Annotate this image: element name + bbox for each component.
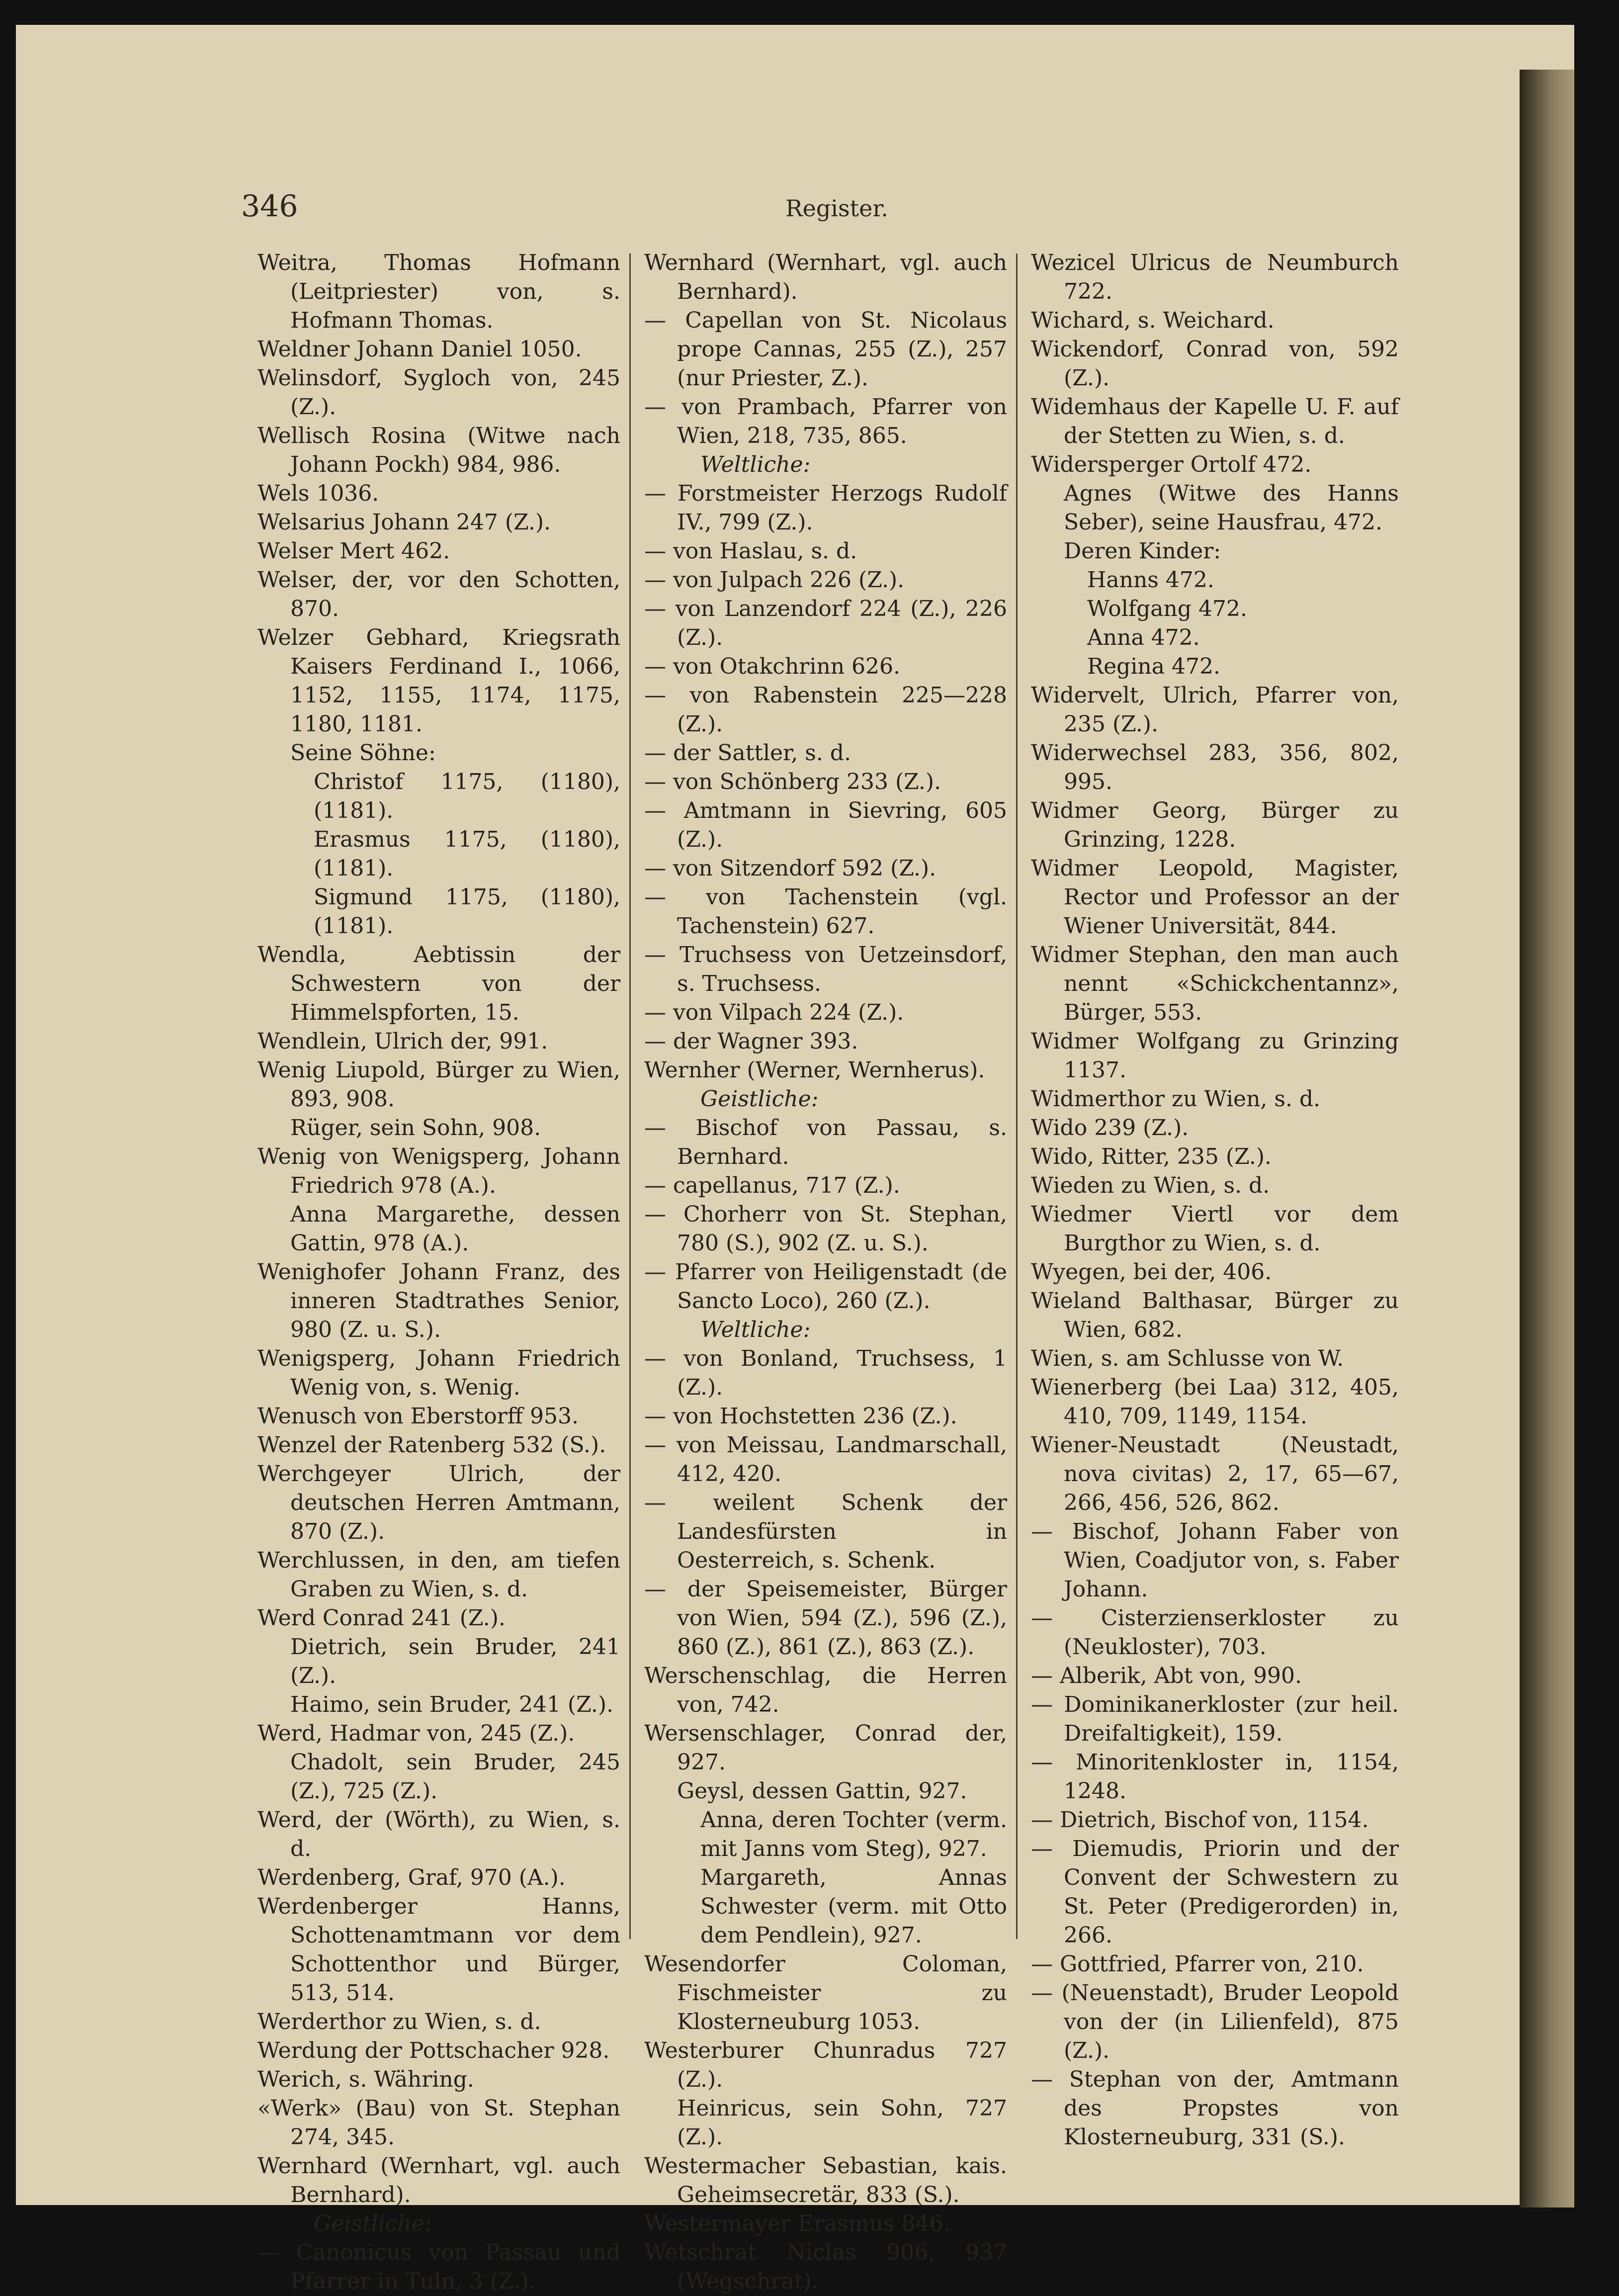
register-entry: Widervelt, Ulrich, Pfarrer von, 235 (Z.). [1031,683,1399,737]
register-entry: Regina 472. [1087,654,1220,679]
register-entry: Wenig von Wenigsperg, Johann Friedrich 978 (A.). [257,1144,620,1198]
register-entry: — Diemudis, Priorin und der Convent der Schwestern zu St. Peter (Predigerorden) in, 266. [1031,1836,1399,1948]
register-entry: Werd, Hadmar von, 245 (Z.). [257,1721,575,1746]
register-entry: Widmer Stephan, den man auch nennt «Schickchentannz», Bürger, 553. [1031,942,1399,1025]
register-entry: — Bischof, Johann Faber von Wien, Coadjutor von, s. Faber Johann. [1031,1519,1399,1602]
page-title: Register. [785,195,888,222]
register-entry: Wenigsperg, Johann Friedrich Wenig von, s. Wenig. [257,1346,620,1400]
register-entry: — von Tachenstein (vgl. Tachenstein) 627. [644,884,1007,939]
register-entry: Wesendorfer Coloman, Fischmeister zu Klosterneuburg 1053. [644,1951,1007,2034]
register-entry: Margareth, Annas Schwester (verm. mit Otto dem Pendlein), 927. [700,1865,1007,1948]
register-entry: Agnes (Witwe des Hanns Seber), seine Hausfrau, 472. [1064,481,1399,535]
register-entry: Dietrich, sein Bruder, 241 (Z.). [290,1634,620,1688]
register-entry: Wels 1036. [257,481,379,506]
register-entry: Welser Mert 462. [257,538,450,564]
register-entry: Welser, der, vor den Schotten, 870. [257,567,620,621]
register-entry: — Pfarrer von Heiligenstadt (de Sancto Loco), 260 (Z.). [644,1259,1007,1314]
register-entry: Werschenschlag, die Herren von, 742. [644,1663,1007,1717]
register-entry: Wersenschlager, Conrad der, 927. [644,1721,1007,1775]
register-entry: Wiener-Neustadt (Neustadt, nova civitas) 2, 17, 65—67, 266, 456, 526, 862. [1031,1432,1399,1515]
register-entry: Werich, s. Währing. [257,2067,474,2092]
column-divider [629,254,631,1939]
register-entry: Werd, der (Wörth), zu Wien, s. d. [257,1807,620,1861]
register-entry: — Amtmann in Sievring, 605 (Z.). [644,798,1007,852]
register-entry: Widersperger Ortolf 472. [1031,452,1312,477]
register-entry: — von Haslau, s. d. [644,538,857,564]
register-entry: — von Schönberg 233 (Z.). [644,769,941,795]
register-entry: Hanns 472. [1087,567,1214,593]
register-entry: Widemhaus der Kapelle U. F. auf der Stetten zu Wien, s. d. [1031,394,1399,448]
register-entry: Heinricus, sein Sohn, 727 (Z.). [677,2096,1007,2150]
register-entry: — Minoritenkloster in, 1154, 1248. [1031,1750,1399,1804]
register-entry: — von Lanzendorf 224 (Z.), 226 (Z.). [644,596,1007,650]
register-entry: — Capellan von St. Nicolaus prope Cannas, 255 (Z.), 257 (nur Priester, Z.). [644,308,1007,391]
register-entry: — von Bonland, Truchsess, 1 (Z.). [644,1346,1007,1400]
register-entry: — von Meissau, Landmarschall, 412, 420. [644,1432,1007,1487]
register-entry: «Werk» (Bau) von St. Stephan 274, 345. [257,2096,620,2150]
register-entry: Wieland Balthasar, Bürger zu Wien, 682. [1031,1288,1399,1342]
section-heading: Weltliche: [700,1317,811,1342]
register-entry: — der Wagner 393. [644,1029,858,1054]
register-entry: — (Neuenstadt), Bruder Leopold von der (in Lilienfeld), 875 (Z.). [1031,1980,1399,2063]
register-entry: Wernher (Werner, Wernherus). [644,1058,985,1083]
register-entry: Christof 1175, (1180), (1181). [314,769,620,823]
register-entry: — von Julpach 226 (Z.). [644,567,905,593]
register-entry: Wenig Liupold, Bürger zu Wien, 893, 908. [257,1058,620,1112]
register-entry: Wernhard (Wernhart, vgl. auch Bernhard). [257,2153,620,2208]
register-column-3 [1031,249,1399,2152]
section-heading: Geistliche: [700,1086,819,1112]
register-entry: — Cisterzienserkloster zu (Neukloster), 703. [1031,1605,1399,1660]
register-entry: Wienerberg (bei Laa) 312, 405, 410, 709, 1149, 1154. [1031,1375,1399,1429]
register-entry: Welsarius Johann 247 (Z.). [257,510,551,535]
register-entry: Weldner Johann Daniel 1050. [257,337,582,362]
register-entry: Anna Margarethe, dessen Gattin, 978 (A.). [290,1202,620,1256]
register-entry: — der Sattler, s. d. [644,740,851,766]
register-entry: Wenusch von Eberstorff 953. [257,1404,579,1429]
register-entry: — Truchsess von Uetzeinsdorf, s. Truchsess. [644,942,1007,996]
register-entry: — Gottfried, Pfarrer von, 210. [1031,1951,1364,1977]
register-entry: Werderthor zu Wien, s. d. [257,2009,541,2034]
register-entry: — Dietrich, Bischof von, 1154. [1031,1807,1369,1833]
register-entry: — von Rabenstein 225—228 (Z.). [644,683,1007,737]
section-heading: Weltliche: [700,452,811,477]
register-entry: Weitra, Thomas Hofmann (Leitpriester) von, s. Hofmann Thomas. [257,250,620,333]
register-entry: Seine Söhne: [290,740,436,766]
register-entry: Werd Conrad 241 (Z.). [257,1605,506,1631]
register-entry: Wieden zu Wien, s. d. [1031,1173,1270,1198]
column-divider [1016,254,1018,1939]
page-number: 346 [241,189,298,224]
register-entry: Wido, Ritter, 235 (Z.). [1031,1144,1272,1169]
register-entry: — von Otakchrinn 626. [644,654,901,679]
register-entry: Rüger, sein Sohn, 908. [290,1115,541,1141]
book-spine-edge [1520,70,1574,2208]
register-entry: — von Hochstetten 236 (Z.). [644,1404,957,1429]
register-entry: — Alberik, Abt von, 990. [1031,1663,1302,1688]
register-entry: Wenighofer Johann Franz, des inneren Stadtrathes Senior, 980 (Z. u. S.). [257,1259,620,1342]
register-entry: Widmerthor zu Wien, s. d. [1031,1086,1321,1112]
register-entry: — Forstmeister Herzogs Rudolf IV., 799 (Z.). [644,481,1007,535]
register-entry: — capellanus, 717 (Z.). [644,1173,900,1198]
section-heading: Geistliche: [314,2211,432,2236]
register-entry: Wenzel der Ratenberg 532 (S.). [257,1432,606,1458]
register-entry: Wichard, s. Weichard. [1031,308,1275,333]
register-entry: Westerburer Chunradus 727 (Z.). [644,2038,1007,2092]
register-entry: — Dominikanerkloster (zur heil. Dreifaltigkeit), 159. [1031,1692,1399,1746]
register-entry: Wido 239 (Z.). [1031,1115,1189,1141]
register-entry: Werdenberg, Graf, 970 (A.). [257,1865,566,1890]
register-entry: Deren Kinder: [1064,538,1221,564]
register-entry: Wien, s. am Schlusse von W. [1031,1346,1344,1371]
register-entry: Widmer Georg, Bürger zu Grinzing, 1228. [1031,798,1399,852]
register-entry: Anna 472. [1087,625,1200,650]
register-entry: Wendla, Aebtissin der Schwestern von der Himmelspforten, 15. [257,942,620,1025]
register-entry: Wiedmer Viertl vor dem Burgthor zu Wien, s. d. [1031,1202,1399,1256]
register-entry: Anna, deren Tochter (verm. mit Janns vom Steg), 927. [700,1807,1007,1861]
register-entry: Wolfgang 472. [1087,596,1247,621]
register-entry: — Bischof von Passau, s. Bernhard. [644,1115,1007,1169]
register-entry: Sigmund 1175, (1180), (1181). [314,884,620,939]
register-entry: Geysl, dessen Gattin, 927. [677,1778,967,1804]
register-entry: Erasmus 1175, (1180), (1181). [314,827,620,881]
register-entry: Chadolt, sein Bruder, 245 (Z.), 725 (Z.). [290,1750,620,1804]
register-entry: Wezicel Ulricus de Neumburch 722. [1031,250,1399,304]
register-entry: Welzer Gebhard, Kriegsrath Kaisers Ferdinand I., 1066, 1152, 1155, 1174, 1175, 1180, 1181. [257,625,620,737]
register-entry: Wetschrat Niclas 906, 937 (Wegschrat). [644,2240,1007,2294]
register-entry: Widerwechsel 283, 356, 802, 995. [1031,740,1399,795]
register-entry: — Stephan von der, Amtmann des Propstes von Klosterneuburg, 331 (S.). [1031,2067,1399,2150]
register-entry: — Chorherr von St. Stephan, 780 (S.), 902 (Z. u. S.). [644,1202,1007,1256]
register-entry: Wyegen, bei der, 406. [1031,1259,1272,1285]
register-entry: Widmer Leopold, Magister, Rector und Professor an der Wiener Universität, 844. [1031,856,1399,939]
register-entry: Werchgeyer Ulrich, der deutschen Herren Amtmann, 870 (Z.). [257,1461,620,1544]
register-entry: Wickendorf, Conrad von, 592 (Z.). [1031,337,1399,391]
register-entry: Wernhard (Wernhart, vgl. auch Bernhard). [644,250,1007,304]
register-entry: Westermayer Erasmus 846. [644,2211,950,2236]
register-entry: Welinsdorf, Sygloch von, 245 (Z.). [257,365,620,420]
register-column-2 [644,249,1007,2296]
register-entry: Werchlussen, in den, am tiefen Graben zu Wien, s. d. [257,1548,620,1602]
register-entry: — der Speisemeister, Bürger von Wien, 594 (Z.), 596 (Z.), 860 (Z.), 861 (Z.), 863 (Z.). [644,1577,1007,1660]
register-entry: Werdenberger Hanns, Schottenamtmann vor dem Schottenthor und Bürger, 513, 514. [257,1894,620,2006]
register-entry: Wendlein, Ulrich der, 991. [257,1029,548,1054]
register-entry: — von Prambach, Pfarrer von Wien, 218, 735, 865. [644,394,1007,448]
register-entry: Werdung der Pottschacher 928. [257,2038,610,2063]
register-column-1 [257,249,620,2296]
register-entry: — Canonicus von Passau und Pfarrer in Tuln, 3 (Z.). [257,2240,620,2294]
register-entry: Wellisch Rosina (Witwe nach Johann Pockh) 984, 986. [257,423,620,477]
register-entry: Westermacher Sebastian, kais. Geheimsecretär, 833 (S.). [644,2153,1007,2208]
register-entry: Haimo, sein Bruder, 241 (Z.). [290,1692,614,1717]
register-entry: Widmer Wolfgang zu Grinzing 1137. [1031,1029,1399,1083]
register-entry: — weilent Schenk der Landesfürsten in Oesterreich, s. Schenk. [644,1490,1007,1573]
register-entry: — von Sitzendorf 592 (Z.). [644,856,937,881]
register-entry: — von Vilpach 224 (Z.). [644,1000,904,1025]
